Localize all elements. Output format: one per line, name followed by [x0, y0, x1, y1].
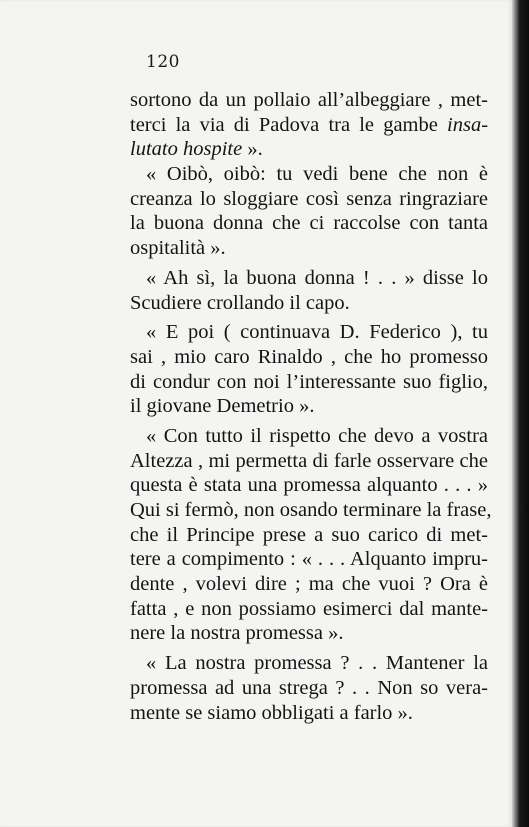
text-line: tere a compimento : « . . . Alquanto impru-	[130, 548, 488, 571]
italic-word: lutato	[130, 138, 178, 161]
page-number: 120	[146, 52, 180, 72]
text-line: « Con tutto il rispetto che devo a vostra	[146, 424, 488, 447]
text-line: fatta , e non possiamo esimerci dal mante-	[130, 597, 488, 620]
text-line: la buona donna che ci raccolse con tanta	[130, 212, 488, 235]
text-line-with-italic: terci la via di Padova tra le gambe insa-	[130, 113, 489, 136]
text-line: sai , mio caro Rinaldo , che ho promesso	[130, 345, 488, 368]
text-line: sortono da un pollaio all’albeggiare , met-	[130, 89, 488, 111]
text-line-with-italic: lutato hospite ».	[130, 138, 263, 161]
text-line: « Oibò, oibò: tu vedi bene che non è	[146, 163, 488, 186]
text-line: Scudiere crollando il capo.	[130, 291, 350, 314]
text-line: nere la nostra promessa ».	[130, 622, 344, 645]
text-line: « E poi ( continuava D. Federico ), tu	[146, 321, 488, 344]
text-line: promessa ad una strega ? . . Non so vera-	[130, 676, 488, 699]
book-gutter	[512, 0, 529, 827]
text-line: dente , volevi dire ; ma che vuoi ? Ora è	[130, 573, 488, 596]
text-line: che il Principe prese a suo carico di met-	[130, 523, 488, 546]
text-line: creanza lo sloggiare così senza ringraziare	[130, 187, 488, 210]
text-line: « Ah sì, la buona donna ! . . » disse lo	[146, 266, 488, 289]
text-line: di condur con noi l’interessante suo figlio,	[130, 370, 488, 393]
text-line: ospitalità ».	[130, 237, 226, 260]
italic-word: hospite	[182, 138, 243, 161]
body-text	[130, 88, 492, 725]
text-line: Altezza , mi permetta di farle osservare che	[130, 449, 488, 472]
text-line: Qui si fermò, non osando terminare la frase,	[130, 499, 492, 521]
italic-word: insa-	[447, 113, 489, 136]
text-line: il giovane Demetrio ».	[130, 395, 315, 418]
text-line: mente se siamo obbligati a farlo ».	[130, 701, 413, 724]
text-line: questa è stata una promessa alquanto . . . »	[130, 474, 488, 497]
text-line: « La nostra promessa ? . . Mantener la	[146, 652, 488, 675]
